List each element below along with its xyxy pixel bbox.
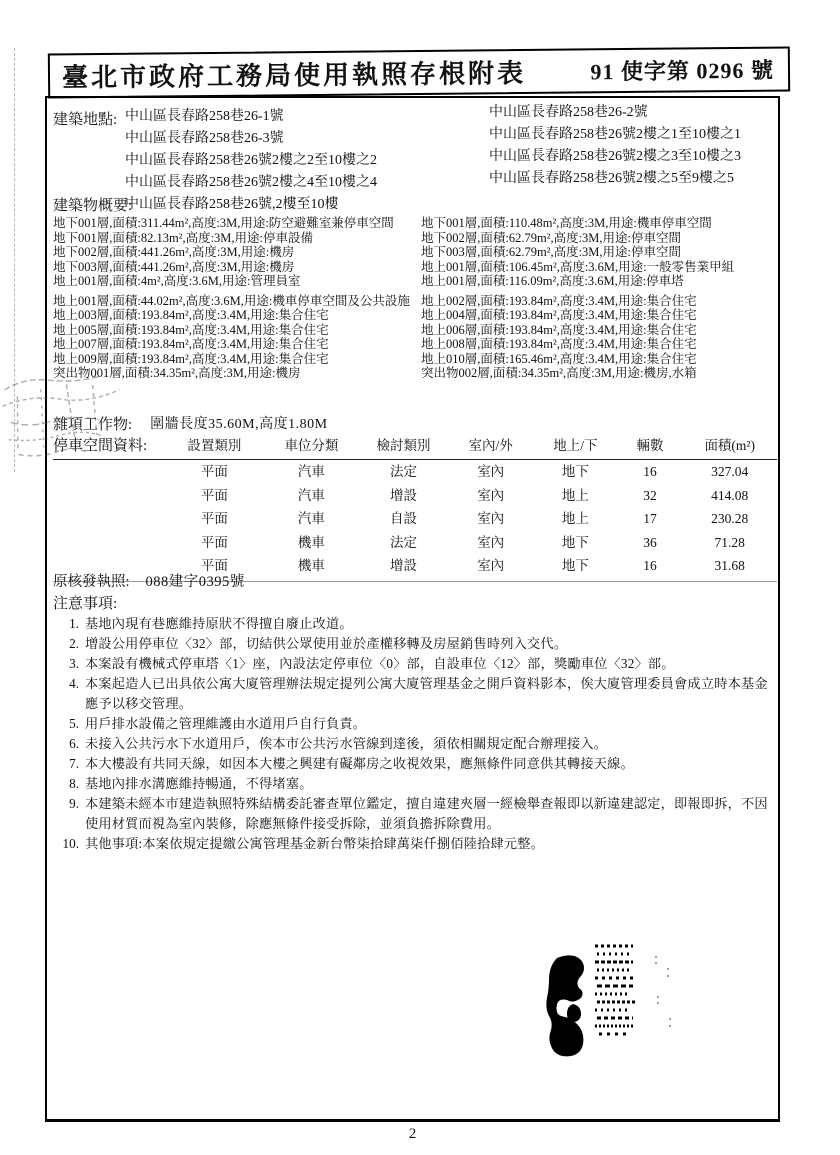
note-text: 其他事項:本案依規定提繳公寓管理基金新台幣柒拾肆萬柒仟捌佰陸拾肆元整。 — [85, 836, 545, 851]
overview-entry-right: 地上001層,面積:106.45m²,高度:3.6M,用途:一般零售業甲組 — [421, 259, 735, 274]
note-number: 9. — [69, 796, 79, 811]
parking-row-spacer — [53, 484, 165, 508]
note-item — [53, 634, 779, 654]
document-number: 91 使字第 0296 號 — [590, 57, 775, 85]
faint-ink-marks-icon — [650, 948, 676, 1044]
parking-col-header: 地上/下 — [553, 438, 598, 453]
parking-table-header-row — [53, 434, 777, 460]
parking-cell-count: 17 — [643, 511, 657, 526]
note-item — [53, 734, 779, 754]
parking-cell-count: 36 — [643, 534, 657, 550]
notes-list — [53, 614, 779, 854]
note-number: 3. — [69, 656, 79, 671]
parking-cell-indoor: 室內 — [477, 534, 505, 550]
parking-table-row — [53, 460, 777, 484]
site-address: 中山區長春路258巷26號2樓之2至10樓之2 — [125, 153, 377, 168]
overview-entry-left: 地下002層,面積:441.26m²,高度:3M,用途:機房 — [53, 245, 295, 259]
parking-cell-review: 自設 — [390, 511, 418, 526]
overview-row — [53, 294, 777, 309]
parking-cell-count: 32 — [643, 487, 657, 503]
overview-entry-right: 突出物002層,面積:34.35m²,高度:3M,用途:機房,水箱 — [421, 366, 697, 380]
document-title-box — [48, 46, 790, 98]
parking-cell-indoor: 室內 — [477, 487, 505, 503]
parking-cell-area: 71.28 — [714, 534, 745, 550]
overview-row — [53, 323, 777, 338]
note-text: 基地內現有巷應維持原狀不得擅自廢止改道。 — [85, 616, 353, 631]
parking-col-header: 室內/外 — [468, 438, 513, 453]
parking-col-header: 設置類別 — [187, 438, 242, 453]
original-permit-section — [53, 570, 245, 591]
parking-cell-area: 414.08 — [711, 487, 749, 503]
building-overview-section — [53, 198, 777, 381]
overview-entry-right: 地上002層,面積:193.84m²,高度:3.4M,用途:集合住宅 — [421, 293, 697, 308]
parking-cell-vehicle: 汽車 — [297, 511, 325, 526]
parking-cell-indoor: 室內 — [477, 511, 505, 526]
note-text: 本建築未經本市建造執照特殊結構委託審查單位鑑定，擅自違建夾層一經檢舉查報即以新違建認定，即報即拆，不因使用材質而視為室內裝修，除應無條件接受拆除，並須負擔拆除費用。 — [85, 796, 768, 831]
parking-table-rows — [53, 460, 777, 578]
parking-cell-review: 增設 — [390, 558, 418, 573]
parking-cell-type: 平面 — [200, 558, 228, 573]
misc-work-label: 雜項工作物: — [53, 417, 133, 433]
parking-cell-level: 地下 — [561, 558, 589, 573]
overview-row — [53, 352, 777, 367]
parking-row-spacer — [53, 507, 165, 531]
note-number: 7. — [69, 756, 79, 771]
parking-table-section — [53, 434, 777, 582]
parking-cell-type: 平面 — [200, 534, 228, 550]
overview-entry-right: 地下002層,面積:62.79m²,高度:3M,用途:停車空間 — [421, 230, 682, 245]
parking-cell-review: 法定 — [390, 534, 418, 550]
parking-cell-area: 230.28 — [711, 511, 749, 526]
parking-col-header: 面積(m²) — [704, 438, 755, 453]
overview-row — [53, 216, 777, 231]
note-number: 8. — [69, 776, 79, 791]
note-item — [53, 774, 779, 794]
overview-entry-left: 地上003層,面積:193.84m²,高度:3.4M,用途:集合住宅 — [53, 308, 329, 322]
overview-rows — [53, 216, 777, 381]
site-address: 中山區長春路258巷26號2樓之3至10樓之3 — [489, 149, 741, 164]
misc-work-value: 圍牆長度35.60M,高度1.80M — [150, 417, 328, 432]
parking-cell-review: 增設 — [390, 487, 418, 503]
note-item — [53, 674, 779, 714]
parking-cell-area: 327.04 — [711, 464, 749, 479]
parking-col-header: 輛數 — [636, 438, 664, 453]
overview-entry-left: 突出物001層,面積:34.35m²,高度:3M,用途:機房 — [53, 366, 301, 380]
original-permit-label: 原核發執照: — [53, 574, 130, 590]
note-number: 5. — [69, 716, 79, 731]
note-text: 基地內排水溝應維持暢通，不得堵塞。 — [85, 776, 313, 791]
notes-section — [53, 594, 779, 854]
parking-col-header: 車位分類 — [284, 438, 339, 453]
overview-row — [53, 231, 777, 246]
overview-row — [53, 260, 777, 275]
overview-entry-left: 地上009層,面積:193.84m²,高度:3.4M,用途:集合住宅 — [53, 351, 329, 366]
parking-table-row — [53, 507, 777, 531]
overview-entry-right: 地下001層,面積:110.48m²,高度:3M,用途:機車停車空間 — [421, 216, 712, 230]
overview-entry-left: 地下003層,面積:441.26m²,高度:3M,用途:機房 — [53, 259, 295, 274]
site-address: 中山區長春路258巷26號,2樓至10樓 — [125, 197, 339, 212]
overview-entry-right: 地上004層,面積:193.84m²,高度:3.4M,用途:集合住宅 — [421, 308, 697, 322]
note-number: 10. — [62, 836, 79, 851]
parking-cell-level: 地上 — [561, 487, 589, 503]
parking-cell-review: 法定 — [390, 464, 418, 479]
parking-cell-type: 平面 — [200, 487, 228, 503]
note-item — [53, 794, 779, 834]
note-text: 本案設有機械式停車塔〈1〉座，內設法定停車位〈0〉部，自設車位〈12〉部，獎勵車位〈32〉部。 — [85, 656, 675, 671]
parking-cell-indoor: 室內 — [477, 464, 505, 479]
note-item — [53, 714, 779, 734]
page-number: 2 — [408, 1126, 417, 1142]
parking-cell-level: 地上 — [561, 511, 589, 526]
overview-row — [53, 308, 777, 323]
note-number: 4. — [69, 676, 79, 691]
parking-col-header: 檢討類別 — [376, 438, 431, 453]
overview-entry-right: 地下003層,面積:62.79m²,高度:3M,用途:停車空間 — [421, 245, 682, 259]
overview-row — [53, 274, 777, 289]
parking-cell-count: 16 — [643, 558, 657, 573]
overview-entry-left: 地上005層,面積:193.84m²,高度:3.4M,用途:集合住宅 — [53, 322, 329, 337]
site-address: 中山區長春路258巷26-3號 — [125, 131, 284, 146]
ink-blob-stamp-icon — [543, 952, 595, 1058]
note-text: 本大樓設有共同天線，如因本大樓之興建有礙鄰房之收視效果，應無條件同意供其轉接天線。 — [85, 756, 634, 771]
parking-cell-type: 平面 — [200, 511, 228, 526]
parking-table-row — [53, 531, 777, 555]
site-address: 中山區長春路258巷26號2樓之1至10樓之1 — [489, 127, 741, 142]
parking-table-row — [53, 484, 777, 508]
pencil-scribble-stamp-icon — [0, 360, 142, 468]
overview-entry-left: 地上007層,面積:193.84m²,高度:3.4M,用途:集合住宅 — [53, 337, 329, 351]
overview-entry-left: 地上001層,面積:44.02m²,高度:3.6M,用途:機車停車空間及公共設施 — [53, 293, 410, 308]
overview-entry-left: 地上001層,面積:4m²,高度:3.6M,用途:管理員室 — [53, 274, 301, 288]
site-address: 中山區長春路258巷26-2號 — [489, 105, 648, 120]
notes-label: 注意事項: — [53, 596, 118, 612]
overview-entry-right: 地上010層,面積:165.46m²,高度:3.4M,用途:集合住宅 — [421, 351, 697, 366]
note-item — [53, 754, 779, 774]
overview-entry-left: 地下001層,面積:82.13m²,高度:3M,用途:停車設備 — [53, 230, 314, 245]
parking-cell-vehicle: 汽車 — [297, 464, 325, 479]
note-number: 6. — [69, 736, 79, 751]
note-number: 1. — [69, 616, 79, 631]
note-item — [53, 614, 779, 634]
parking-cell-area: 31.68 — [714, 558, 745, 573]
note-text: 增設公用停車位〈32〉部，切結供公眾使用並於產權移轉及房屋銷售時列入交代。 — [85, 636, 568, 651]
parking-cell-level: 地下 — [561, 464, 589, 479]
parking-cell-level: 地下 — [561, 534, 589, 550]
note-text: 本案起造人已出具依公寓大廈管理辦法規定提列公寓大廈管理基金之開戶資料影本，俟大廈管理委員會成立時本基金應予以移交管理。 — [85, 676, 768, 711]
parking-cell-count: 16 — [643, 464, 657, 479]
site-label: 建築地點: — [53, 112, 118, 128]
parking-cell-vehicle: 機車 — [297, 558, 325, 573]
site-address: 中山區長春路258巷26號2樓之4至10樓之4 — [125, 175, 377, 190]
overview-label: 建築物概要: — [53, 198, 133, 214]
parking-cell-type: 平面 — [200, 464, 228, 479]
original-permit-value: 088建字0395號 — [145, 574, 245, 590]
note-text: 未接入公共污水下水道用戶，俟本市公共污水管線到達後，須依相關規定配合辦理接入。 — [85, 736, 608, 751]
site-address-list-right — [489, 102, 781, 190]
parking-table-label: 停車空間資料: — [53, 438, 148, 454]
overview-row — [53, 245, 777, 260]
note-number: 2. — [69, 636, 79, 651]
parking-row-spacer — [53, 531, 165, 555]
site-address: 中山區長春路258巷26號2樓之5至9樓之5 — [489, 171, 734, 186]
parking-cell-indoor: 室內 — [477, 558, 505, 573]
document-title: 臺北市政府工務局使用執照存根附表 — [61, 58, 527, 93]
overview-entry-right: 地上001層,面積:116.09m²,高度:3.6M,用途:停車塔 — [421, 274, 684, 288]
parking-cell-vehicle: 機車 — [297, 534, 325, 550]
overview-row — [53, 366, 777, 381]
site-address: 中山區長春路258巷26-1號 — [125, 109, 284, 124]
note-item — [53, 834, 779, 854]
dotted-seal-stamp-icon — [591, 940, 637, 1040]
note-item — [53, 654, 779, 674]
overview-row — [53, 337, 777, 352]
note-text: 用戶排水設備之管理維護由水道用戶自行負責。 — [85, 716, 367, 731]
parking-cell-vehicle: 汽車 — [297, 487, 325, 503]
overview-entry-left: 地下001層,面積:311.44m²,高度:3M,用途:防空避難室兼停車空間 — [53, 216, 394, 230]
overview-entry-right: 地上008層,面積:193.84m²,高度:3.4M,用途:集合住宅 — [421, 337, 697, 351]
overview-entry-right: 地上006層,面積:193.84m²,高度:3.4M,用途:集合住宅 — [421, 322, 697, 337]
